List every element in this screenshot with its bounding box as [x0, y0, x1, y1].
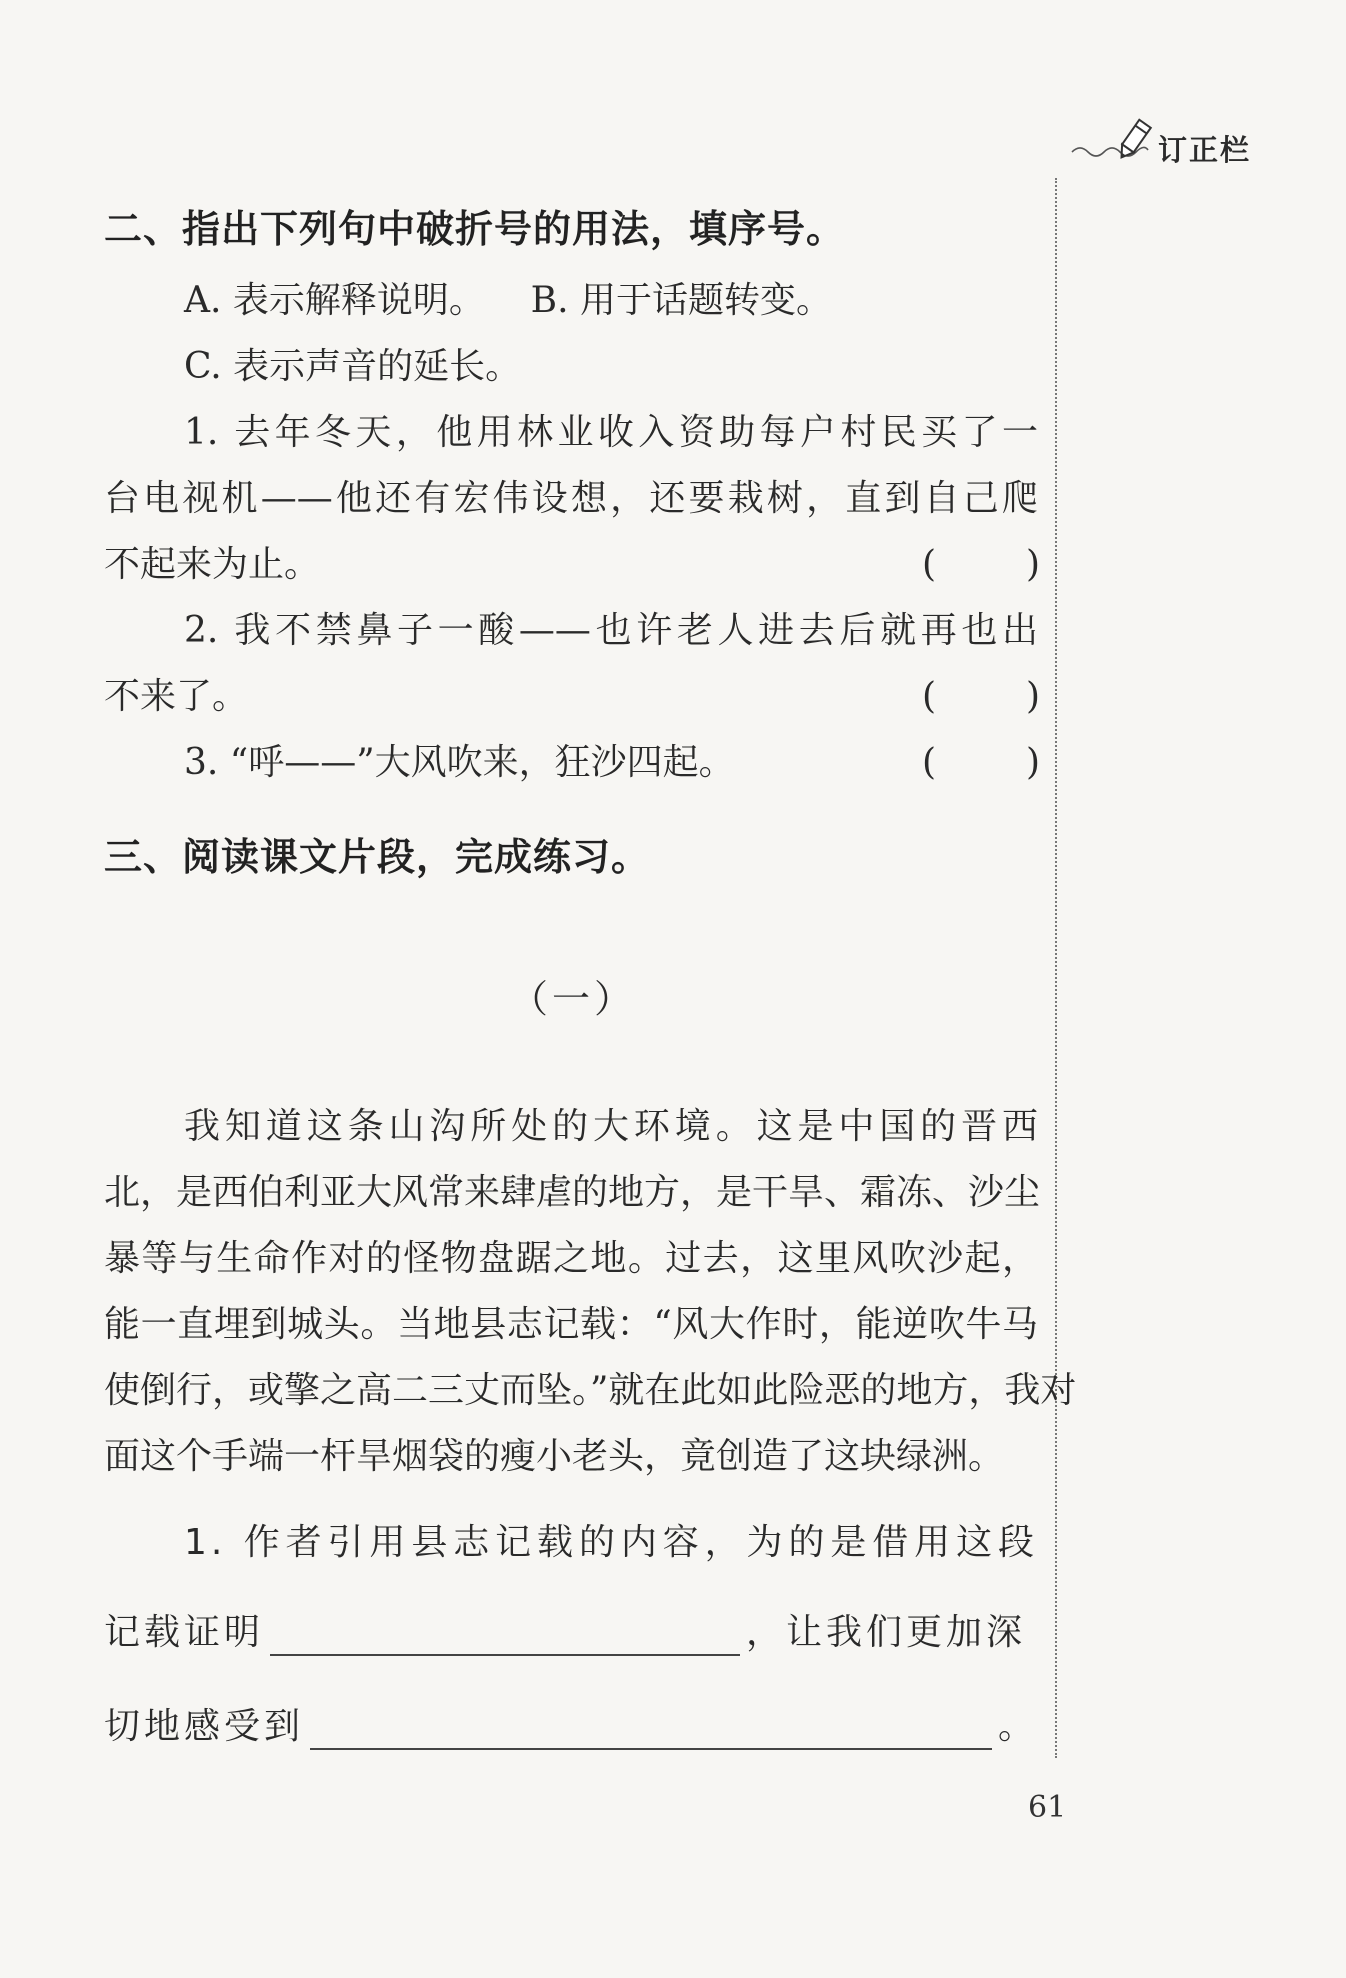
exercise-1-text-d: 。 — [997, 1706, 1038, 1747]
passage-line-2: 北，是西伯利亚大风常来肆虐的地方，是干旱、霜冻、沙尘 — [104, 1172, 1041, 1213]
question-1-line-2: 台电视机——他还有宏伟设想，还要栽树，直到自己爬 — [104, 478, 1038, 519]
question-3-line-1: 3. “呼——”大风吹来，狂沙四起。 — [184, 742, 735, 783]
exercise-1-line-3 — [104, 1704, 1038, 1750]
correction-column-header — [1070, 118, 1300, 168]
passage-line-6: 面这个手端一杆旱烟袋的瘦小老头，竟创造了这块绿洲。 — [104, 1436, 1005, 1477]
exercise-1-text-b: ，让我们更加深 — [746, 1612, 1027, 1653]
options-line-1: A. 表示解释说明。 B. 用于话题转变。 — [184, 280, 833, 321]
passage-line-1: 我知道这条山沟所处的大环境。这是中国的晋西 — [184, 1106, 1038, 1147]
options-line-2: C. 表示声音的延长。 — [184, 346, 522, 387]
pencil-icon — [1110, 118, 1156, 164]
question-2-answer-blank[interactable] — [922, 674, 1040, 720]
section-3-heading: 三、阅读课文片段，完成练习。 — [104, 835, 651, 879]
paren-close: ) — [1025, 544, 1040, 585]
question-2-line-2: 不来了。 — [104, 676, 249, 717]
section-2-heading: 二、指出下列句中破折号的用法，填序号。 — [104, 207, 846, 251]
paren-close: ) — [1025, 676, 1040, 717]
passage-line-3: 暴等与生命作对的怪物盘踞之地。过去，这里风吹沙起， — [104, 1238, 1038, 1279]
correction-column-divider — [1055, 178, 1057, 1758]
paren-open: ( — [922, 742, 937, 783]
question-1-answer-blank[interactable] — [922, 542, 1040, 588]
paren-open: ( — [922, 676, 937, 717]
question-2-line-1: 2. 我不禁鼻子一酸——也许老人进去后就再也出 — [184, 610, 1038, 651]
exercise-1-text-c: 切地感受到 — [104, 1706, 305, 1747]
exercise-1-line-1: 1. 作者引用县志记载的内容，为的是借用这段 — [184, 1522, 1038, 1563]
correction-column-label: 订正栏 — [1158, 133, 1252, 167]
answer-blank-2[interactable] — [310, 1718, 992, 1750]
passage-line-5: 使倒行，或擎之高二三丈而坠。”就在此如此险恶的地方，我对 — [104, 1370, 1077, 1411]
question-1-line-3: 不起来为止。 — [104, 544, 321, 585]
exercise-1-text-a: 记载证明 — [104, 1612, 265, 1653]
question-1-line-1: 1. 去年冬天，他用林业收入资助每户村民买了一 — [184, 412, 1038, 453]
paren-close: ) — [1025, 742, 1040, 783]
question-3-answer-blank[interactable] — [922, 740, 1040, 786]
passage-line-4: 能一直埋到城头。当地县志记载：“风大作时，能逆吹牛马 — [104, 1304, 1038, 1345]
page-number: 61 — [1028, 1790, 1067, 1825]
paren-open: ( — [922, 544, 937, 585]
exercise-1-line-2 — [104, 1610, 1038, 1656]
passage-title: （一） — [510, 977, 637, 1021]
answer-blank-1[interactable] — [270, 1624, 740, 1656]
